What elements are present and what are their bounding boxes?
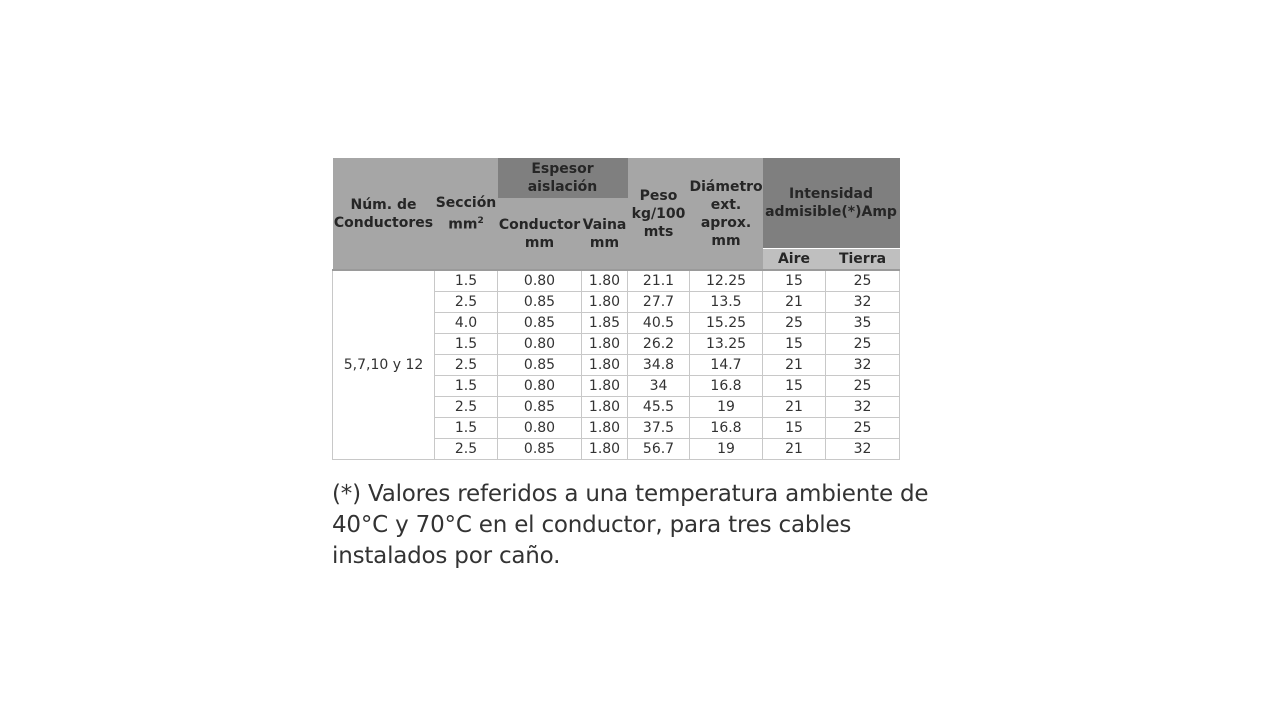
header-conductores: Núm. de Conductores (333, 158, 435, 270)
table-header (333, 158, 900, 270)
cell-tierra: 25 (826, 376, 900, 397)
cell-diametro: 12.25 (690, 270, 763, 292)
cell-vaina: 1.80 (582, 292, 628, 313)
header-seccion-exponent: 2 (477, 215, 484, 226)
cell-diametro: 14.7 (690, 355, 763, 376)
cell-seccion: 2.5 (435, 439, 498, 460)
cell-diametro: 16.8 (690, 418, 763, 439)
header-seccion-label: Sección (435, 194, 497, 211)
cell-conductor: 0.80 (498, 418, 582, 439)
cell-aire: 15 (763, 418, 826, 439)
cell-tierra: 32 (826, 439, 900, 460)
header-seccion-unit: mm (448, 216, 478, 233)
footnote: (*) Valores referidos a una temperatura ambiente de 40°C y 70°C en el conductor, para tres cables instalados por caño. (332, 481, 929, 569)
header-aire: Aire (763, 248, 826, 270)
cell-diametro: 13.5 (690, 292, 763, 313)
cell-tierra: 25 (826, 418, 900, 439)
cell-peso: 27.7 (628, 292, 690, 313)
header-vaina: Vaina mm (582, 198, 628, 270)
cell-vaina: 1.80 (582, 376, 628, 397)
cell-vaina: 1.80 (582, 418, 628, 439)
cell-conductor: 0.80 (498, 376, 582, 397)
table-row (333, 270, 900, 292)
cell-seccion: 2.5 (435, 292, 498, 313)
cell-conductor: 0.80 (498, 270, 582, 292)
cell-aire: 15 (763, 270, 826, 292)
header-conductor: Conductor mm (498, 198, 582, 270)
cell-seccion: 1.5 (435, 376, 498, 397)
cell-conductor: 0.85 (498, 313, 582, 334)
cell-vaina: 1.80 (582, 270, 628, 292)
cell-vaina: 1.85 (582, 313, 628, 334)
header-espesor: Espesor aislación (498, 158, 628, 198)
cell-seccion: 2.5 (435, 355, 498, 376)
cell-tierra: 25 (826, 334, 900, 355)
cell-tierra: 32 (826, 355, 900, 376)
cell-vaina: 1.80 (582, 334, 628, 355)
cell-diametro: 19 (690, 439, 763, 460)
header-tierra: Tierra (826, 248, 900, 270)
cell-seccion: 2.5 (435, 397, 498, 418)
cell-peso: 34 (628, 376, 690, 397)
header-peso: Peso kg/100 mts (628, 158, 690, 270)
cable-spec-table (332, 158, 900, 460)
cell-aire: 21 (763, 439, 826, 460)
cell-tierra: 32 (826, 397, 900, 418)
group-label: 5,7,10 y 12 (333, 270, 435, 460)
header-diametro: Diámetro ext. aprox. mm (690, 158, 763, 270)
cell-peso: 26.2 (628, 334, 690, 355)
cell-aire: 21 (763, 397, 826, 418)
table-body (333, 270, 900, 460)
cell-peso: 34.8 (628, 355, 690, 376)
cell-peso: 40.5 (628, 313, 690, 334)
cell-diametro: 13.25 (690, 334, 763, 355)
cell-aire: 21 (763, 355, 826, 376)
cell-diametro: 19 (690, 397, 763, 418)
cell-vaina: 1.80 (582, 397, 628, 418)
cell-tierra: 25 (826, 270, 900, 292)
cell-tierra: 32 (826, 292, 900, 313)
cell-seccion: 1.5 (435, 334, 498, 355)
cell-conductor: 0.85 (498, 439, 582, 460)
cell-tierra: 35 (826, 313, 900, 334)
cell-vaina: 1.80 (582, 439, 628, 460)
cell-conductor: 0.85 (498, 397, 582, 418)
cell-vaina: 1.80 (582, 355, 628, 376)
cell-seccion: 4.0 (435, 313, 498, 334)
cell-conductor: 0.85 (498, 355, 582, 376)
cell-aire: 21 (763, 292, 826, 313)
cell-peso: 56.7 (628, 439, 690, 460)
cell-conductor: 0.80 (498, 334, 582, 355)
cell-seccion: 1.5 (435, 418, 498, 439)
header-intensidad: Intensidad admisible(*)Amp (763, 158, 900, 248)
header-seccion (435, 158, 498, 270)
cell-seccion: 1.5 (435, 270, 498, 292)
cell-peso: 45.5 (628, 397, 690, 418)
cell-peso: 37.5 (628, 418, 690, 439)
cell-peso: 21.1 (628, 270, 690, 292)
cell-aire: 25 (763, 313, 826, 334)
cell-conductor: 0.85 (498, 292, 582, 313)
cell-aire: 15 (763, 334, 826, 355)
cell-diametro: 15.25 (690, 313, 763, 334)
cell-diametro: 16.8 (690, 376, 763, 397)
cell-aire: 15 (763, 376, 826, 397)
